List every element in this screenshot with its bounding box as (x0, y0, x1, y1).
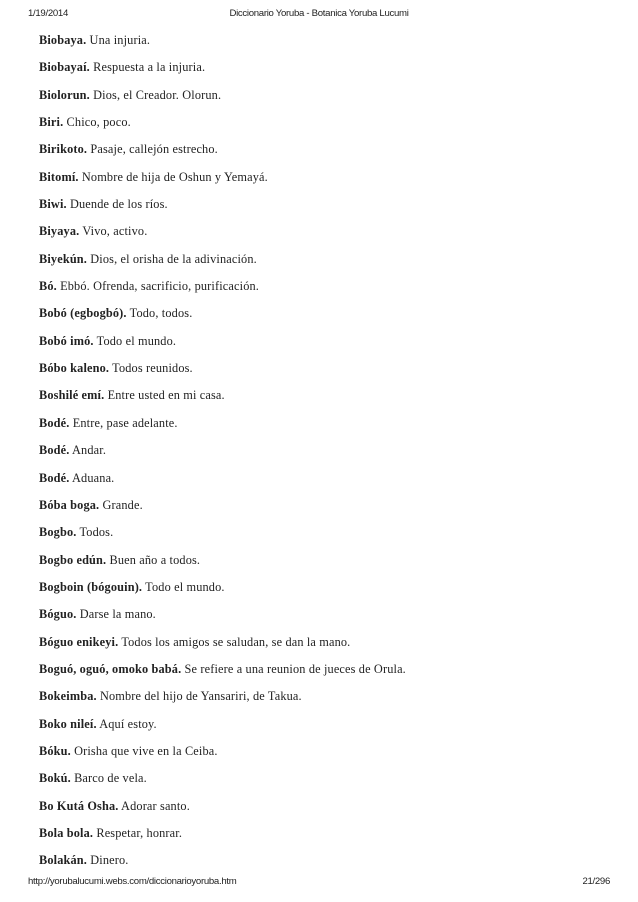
entry-term: Bóbo kaleno. (39, 361, 110, 376)
dictionary-entry (39, 194, 618, 221)
entry-term: Bokeimba. (39, 689, 97, 704)
entry-term: Biwi. (39, 197, 67, 212)
dictionary-entry (39, 276, 618, 303)
entry-definition: Todos los amigos se saludan, se dan la mano. (118, 634, 351, 649)
print-header (0, 0, 638, 24)
entry-definition: Todos. (76, 525, 114, 540)
dictionary-entry (39, 823, 618, 850)
entry-definition: Darse la mano. (76, 607, 156, 622)
entry-term: Biri. (39, 115, 64, 130)
dictionary-entry (39, 604, 618, 631)
entry-definition: Todos reunidos. (109, 361, 193, 376)
entry-term: Boguó, oguó, omoko babá. (39, 661, 182, 676)
entry-definition: Andar. (69, 443, 107, 458)
entry-definition: Buen año a todos. (106, 552, 201, 567)
entry-term: Biyekún. (39, 251, 88, 266)
dictionary-entry (39, 385, 618, 412)
dictionary-entry (39, 468, 618, 495)
entry-definition: Grande. (99, 497, 143, 512)
print-footer (0, 876, 638, 892)
entry-definition: Aduana. (69, 470, 115, 485)
entry-term: Bokú. (39, 771, 71, 786)
dictionary-entry (39, 413, 618, 440)
entry-definition: Aquí estoy. (96, 716, 157, 731)
entry-definition: Dios, el orisha de la adivinación. (87, 251, 257, 266)
dictionary-entry (39, 741, 618, 768)
dictionary-entry (39, 57, 618, 84)
dictionary-entry (39, 139, 618, 166)
entry-definition: Todo, todos. (126, 306, 193, 321)
entry-term: Bobó imó. (39, 333, 94, 348)
dictionary-entry (39, 850, 618, 877)
entry-definition: Pasaje, callejón estrecho. (87, 142, 218, 157)
entry-term: Biolorun. (39, 87, 90, 102)
entry-term: Bóba boga. (39, 497, 100, 512)
entry-term: Biobayaí. (39, 60, 90, 75)
entry-term: Bogboin (bógouin). (39, 579, 143, 594)
entry-term: Bodé. (39, 415, 70, 430)
entry-term: Bodé. (39, 470, 70, 485)
entry-term: Bóguo. (39, 607, 77, 622)
entry-term: Bo Kutá Osha. (39, 798, 119, 813)
entry-definition: Orisha que vive en la Ceiba. (70, 743, 218, 758)
dictionary-entry (39, 30, 618, 57)
entry-term: Bodé. (39, 443, 70, 458)
entry-term: Bó. (39, 279, 57, 294)
entry-definition: Entre usted en mi casa. (104, 388, 225, 403)
entry-definition: Todo el mundo. (142, 579, 225, 594)
dictionary-entry (39, 796, 618, 823)
dictionary-entry (39, 632, 618, 659)
dictionary-entry (39, 249, 618, 276)
entry-definition: Se refiere a una reunion de jueces de Orula. (181, 661, 406, 676)
dictionary-entry (39, 112, 618, 139)
entry-definition: Entre, pase adelante. (69, 415, 178, 430)
entry-definition: Ebbó. Ofrenda, sacrificio, purificación. (56, 279, 260, 294)
entry-term: Boshilé emí. (39, 388, 105, 403)
print-date: 1/19/2014 (28, 8, 68, 19)
entry-definition: Adorar santo. (118, 798, 190, 813)
dictionary-entry (39, 221, 618, 248)
entry-term: Boko nileí. (39, 716, 97, 731)
page-title: Diccionario Yoruba - Botanica Yoruba Lucumi (229, 8, 409, 19)
entry-definition: Nombre del hijo de Yansariri, de Takua. (96, 689, 302, 704)
dictionary-entry (39, 714, 618, 741)
entry-term: Birikoto. (39, 142, 88, 157)
entry-definition: Respuesta a la injuria. (89, 60, 206, 75)
dictionary-entry (39, 550, 618, 577)
entry-term: Biobaya. (39, 33, 87, 47)
entry-definition: Dinero. (87, 853, 129, 868)
dictionary-entries (39, 30, 618, 878)
dictionary-entry (39, 167, 618, 194)
dictionary-entry (39, 85, 618, 112)
dictionary-entry (39, 577, 618, 604)
dictionary-entry (39, 768, 618, 795)
entry-definition: Nombre de hija de Oshun y Yemayá. (78, 169, 268, 184)
dictionary-entry (39, 331, 618, 358)
entry-term: Bitomí. (39, 169, 79, 184)
dictionary-entry (39, 659, 618, 686)
entry-definition: Una injuria. (86, 33, 151, 47)
dictionary-entry (39, 495, 618, 522)
entry-term: Bolakán. (39, 853, 88, 868)
entry-term: Bobó (egbogbó). (39, 306, 127, 321)
entry-term: Biyaya. (39, 224, 80, 239)
dictionary-entry (39, 358, 618, 385)
entry-definition: Barco de vela. (70, 771, 147, 786)
entry-definition: Vivo, activo. (79, 224, 148, 239)
entry-term: Bogbo. (39, 525, 77, 540)
entry-definition: Todo el mundo. (93, 333, 177, 348)
entry-definition: Chico, poco. (63, 115, 131, 130)
dictionary-entry (39, 440, 618, 467)
dictionary-entry (39, 522, 618, 549)
entry-definition: Dios, el Creador. Olorun. (89, 87, 222, 102)
dictionary-entry (39, 686, 618, 713)
entry-definition: Duende de los ríos. (66, 197, 168, 212)
entry-term: Bola bola. (39, 825, 94, 840)
dictionary-entry (39, 303, 618, 330)
entry-term: Bóguo enikeyi. (39, 634, 119, 649)
page-number: 21/296 (582, 876, 610, 887)
entry-term: Bóku. (39, 743, 71, 758)
entry-term: Bogbo edún. (39, 552, 107, 567)
source-url: http://yorubalucumi.webs.com/diccionarioyoruba.htm (28, 876, 237, 887)
entry-definition: Respetar, honrar. (93, 825, 183, 840)
